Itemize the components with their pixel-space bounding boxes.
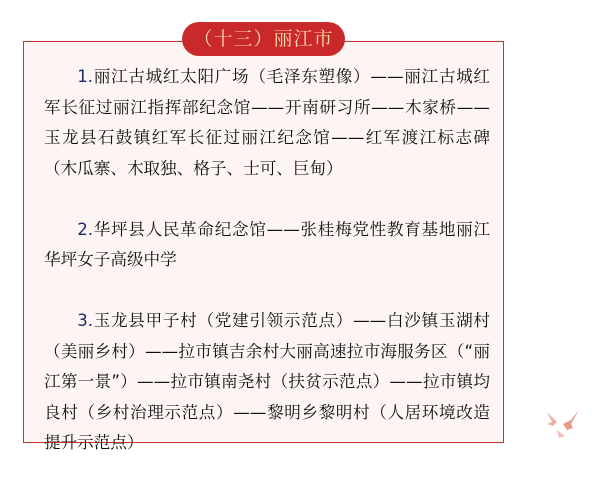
item-text: 玉龙县甲子村（党建引领示范点）——白沙镇玉湖村（美丽乡村）——拉市镇吉余村大丽高速拉市海服务区（“丽江第一景”）——拉市镇南尧村（扶贫示范点）——拉市镇均良村（乡村治理示范点）——黎明乡黎明村（人居环境改造提升示范点） bbox=[44, 311, 490, 452]
item-number: 1. bbox=[77, 67, 94, 86]
route-list bbox=[44, 62, 490, 489]
list-item bbox=[44, 306, 490, 459]
section-title: （十三）丽江市 bbox=[182, 22, 345, 56]
item-text: 丽江古城红太阳广场（毛泽东塑像）——丽江古城红军长征过丽江指挥部纪念馆——开南研习所——木家桥——玉龙县石鼓镇红军长征过丽江纪念馆——红军渡江标志碑（木瓜寨、木取独、格子、士可、巨甸） bbox=[44, 67, 490, 178]
list-item bbox=[44, 62, 490, 184]
doves-decoration-icon bbox=[543, 410, 583, 440]
item-number: 2. bbox=[77, 219, 94, 239]
item-text: 华坪县人民革命纪念馆——张桂梅党性教育基地丽江华坪女子高级中学 bbox=[44, 219, 490, 269]
item-number: 3. bbox=[77, 311, 94, 330]
list-item bbox=[44, 215, 490, 276]
